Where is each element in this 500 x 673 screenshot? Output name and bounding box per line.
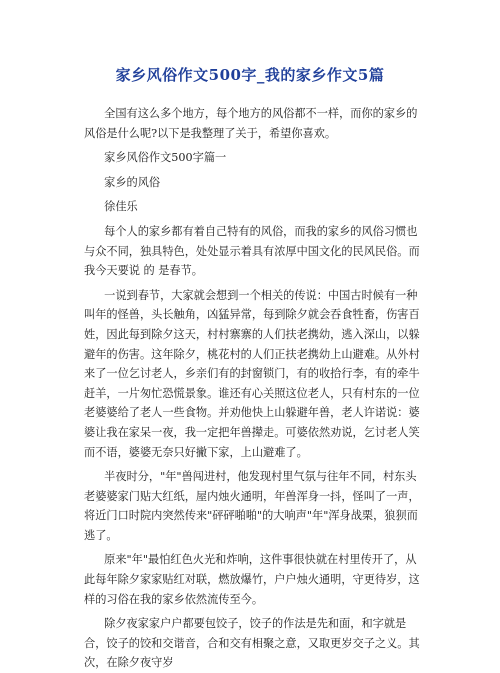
body-paragraph: 半夜时分，"年"兽闯进村，他发现村里气氛与往年不同，村东头老婆婆家门贴大红纸，屋内烛火通明，年兽浑身一抖，怪叫了一声，将近门口时院内突然传来"砰砰啪啪"的大响声"年"浑身战栗，狼狈而逃了。 xyxy=(84,470,420,542)
document-title: 家乡风俗作文500字_我的家乡作文5篇 xyxy=(115,66,385,84)
essay-title: 家乡的风俗 xyxy=(104,175,161,189)
essay-author: 徐佳乐 xyxy=(104,200,138,214)
section-heading: 家乡风俗作文500字篇一 xyxy=(104,151,227,165)
body-paragraph: 一说到春节，大家就会想到一个相关的传说：中国古时候有一种叫年的怪兽，头长触角，凶猛异常，每到除夕就会吞食牲畜，伤害百姓，因此每到除夕这天，村村寨寨的人们扶老携幼，逃入深山，以躲避年的伤害。这年除夕，桃花村的人们正扶老携幼上山避难。从外村来了一位乞讨老人，乡亲们有的封窗锁门，有的收拾行李，有的牵牛赶羊，一片匆忙恐慌景象。谁还有心关照这位老人，只有村东的一位老婆婆给了老人一些食物。并劝他快上山躲避年兽，老人许诺说：婆婆让我在家呆一夜，我一定把年兽撵走。可婆依然劝说，乞讨老人笑而不语，婆婆无奈只好撇下家，上山避难了。 xyxy=(84,288,420,459)
intro-paragraph: 全国有这么多个地方，每个地方的风俗都不一样，而你的家乡的风俗是什么呢?以下是我整理了关于，希望你喜欢。 xyxy=(84,107,418,140)
document-body xyxy=(84,104,424,673)
body-paragraph: 每个人的家乡都有着自己特有的风俗，而我的家乡的风俗习惯也与众不同，独具特色，处处显示着具有浓厚中国文化的民风民俗。而我今天要说 的 是春节。 xyxy=(84,224,420,278)
body-paragraph: 原来"年"最怕红色火光和炸响，这件事很快就在村里传开了，从此每年除夕家家贴红对联，燃放爆竹，户户烛火通明，守更待岁，这样的习俗在我的家乡依然流传至今。 xyxy=(84,553,420,606)
body-paragraph: 除夕夜家家户户都要包饺子，饺子的作法是先和面，和字就是合，饺子的饺和交谐音，合和交有相聚之意，又取更岁交子之义。其次，在除夕夜守岁 xyxy=(84,617,420,670)
